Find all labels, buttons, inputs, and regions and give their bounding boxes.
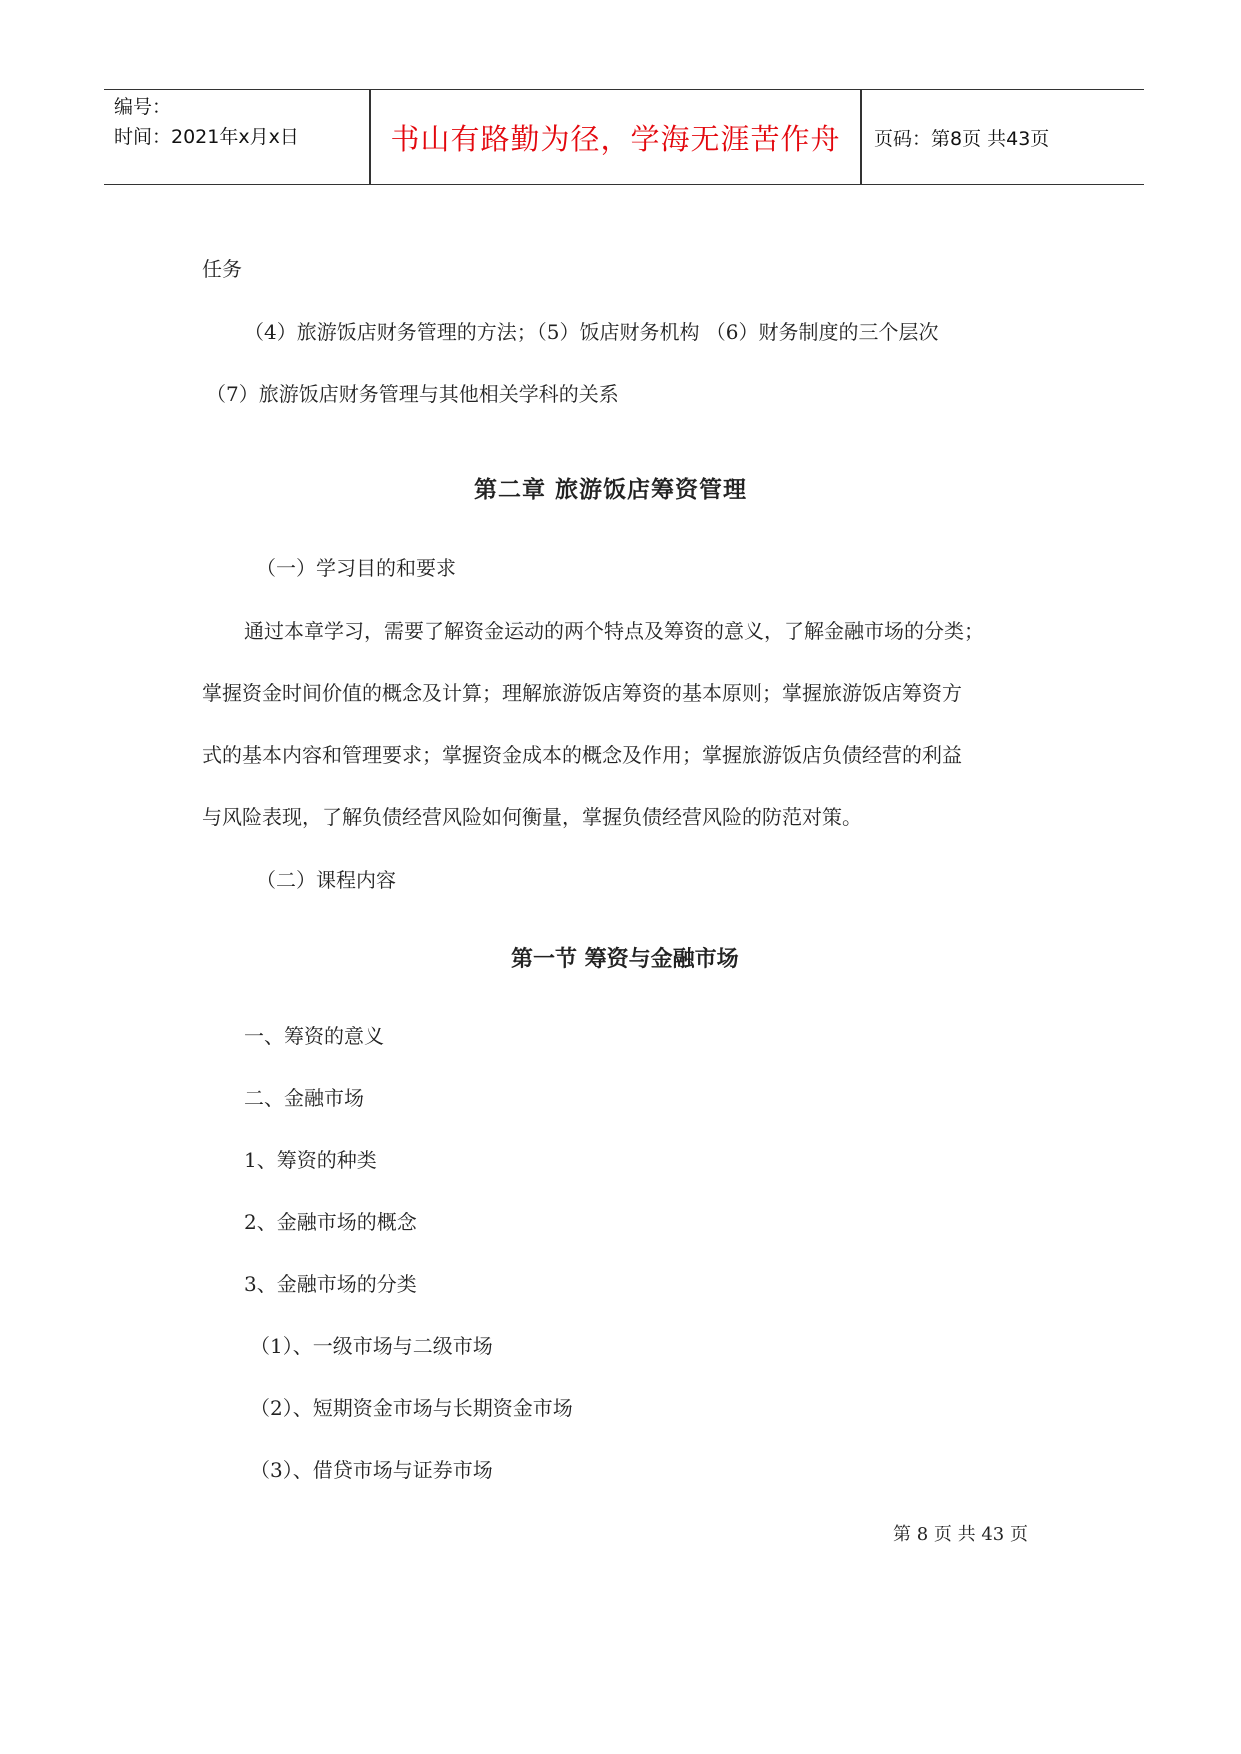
header-meta — [114, 92, 369, 152]
chapter-title: 第二章 旅游饭店筹资管理 — [474, 476, 748, 503]
paragraph-line: 与风险表现，了解负债经营风险如何衡量，掌握负债经营风险的防范对策。 — [202, 805, 862, 829]
list-item: （1）、一级市场与二级市场 — [250, 1334, 493, 1358]
header-motto: 书山有路勤为径，学海无涯苦作舟 — [390, 121, 841, 156]
paragraph-line: 通过本章学习，需要了解资金运动的两个特点及筹资的意义，了解金融市场的分类； — [244, 619, 984, 643]
number-label: 编号： — [114, 96, 172, 118]
header-divider — [860, 90, 862, 184]
header-page-label: 页码：第8页 共43页 — [874, 127, 1050, 150]
list-item: （2）、短期资金市场与长期资金市场 — [250, 1396, 573, 1420]
time-label: 时间：2021年x月x日 — [114, 126, 299, 148]
body-line-relations: （7）旅游饭店财务管理与其他相关学科的关系 — [206, 382, 619, 406]
page-header — [104, 89, 1144, 185]
paragraph-line: 掌握资金时间价值的概念及计算；理解旅游饭店筹资的基本原则；掌握旅游饭店筹资方 — [202, 681, 962, 705]
footer-page-number: 第 8 页 共 43 页 — [893, 1524, 1028, 1545]
subheading-goals: （一）学习目的和要求 — [256, 556, 456, 580]
list-item: 一、筹资的意义 — [244, 1024, 384, 1048]
section-title: 第一节 筹资与金融市场 — [511, 947, 739, 972]
paragraph-line: 式的基本内容和管理要求；掌握资金成本的概念及作用；掌握旅游饭店负债经营的利益 — [202, 743, 962, 767]
list-item: 3、金融市场的分类 — [244, 1272, 417, 1296]
body-line-methods: （4）旅游饭店财务管理的方法；（5）饭店财务机构 （6）财务制度的三个层次 — [244, 320, 939, 344]
list-item: 1、筹资的种类 — [244, 1148, 377, 1172]
list-item: 2、金融市场的概念 — [244, 1210, 417, 1234]
list-item: 二、金融市场 — [244, 1086, 364, 1110]
subheading-content: （二）课程内容 — [256, 868, 396, 892]
list-item: （3）、借贷市场与证券市场 — [250, 1458, 493, 1482]
body-line-task: 任务 — [202, 257, 242, 281]
